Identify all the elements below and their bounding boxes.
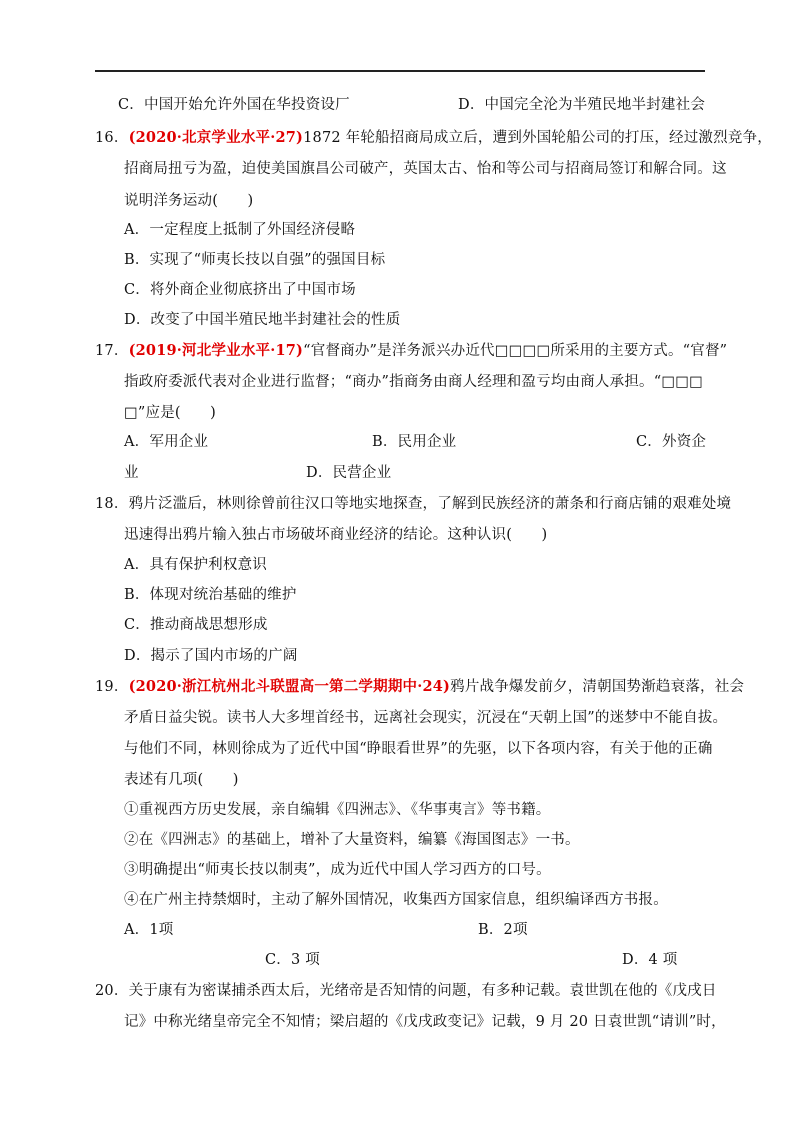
q16-stem-3: 说明洋务运动( ): [124, 193, 254, 209]
q19-item-3: ③明确提出“师夷长技以制夷”，成为近代中国人学习西方的口号。: [124, 862, 551, 878]
q19-line-1: [95, 677, 744, 697]
q20-number: 20．: [95, 983, 129, 999]
q18-number: 18．: [95, 496, 129, 512]
q19-option-b: B．2项: [478, 922, 528, 938]
q16-option-d: D．改变了中国半殖民地半封建社会的性质: [124, 312, 401, 328]
q17-number: 17．: [95, 343, 129, 359]
q19-stem-3: 与他们不同，林则徐成为了近代中国“睁眼看世界”的先驱，以下各项内容，有关于他的正确: [124, 741, 713, 757]
header-rule: [95, 70, 705, 72]
q16-number: 16．: [95, 130, 129, 146]
prev-option-c: C．中国开始允许外国在华投资设厂: [118, 97, 350, 113]
q19-number: 19．: [95, 679, 129, 695]
q18-option-d: D．揭示了国内市场的广阔: [124, 648, 298, 664]
q17-stem-3: □”应是( ): [124, 405, 217, 421]
q19-item-1: ①重视西方历史发展，亲自编辑《四洲志》、《华事夷言》等书籍。: [124, 802, 551, 818]
q17-stem-1: “官督商办”是洋务派兴办近代□□□□所采用的主要方式。“官督”: [303, 343, 728, 359]
q19-item-4: ④在广州主持禁烟时，主动了解外国情况，收集西方国家信息，组织编译西方书报。: [124, 892, 668, 908]
q17-option-c: C．外资企: [636, 434, 707, 450]
q19-stem-4: 表述有几项( ): [124, 772, 239, 788]
q19-stem-2: 矛盾日益尖锐。读书人大多埋首经书，远离社会现实，沉浸在“天朝上国”的迷梦中不能自拔。: [124, 710, 728, 726]
q16-source: (2020·北京学业水平·27): [128, 129, 304, 146]
q19-option-a: A．1项: [124, 922, 174, 938]
q17-option-a: A．军用企业: [124, 434, 209, 450]
prev-option-d: D．中国完全沦为半殖民地半封建社会: [458, 97, 706, 113]
q20-stem-1: 关于康有为密谋捕杀西太后，光绪帝是否知情的问题，有多种记载。袁世凯在他的《戊戌日: [128, 983, 717, 999]
q16-stem-2: 招商局扭亏为盈，迫使美国旗昌公司破产，英国太古、怡和等公司与招商局签订和解合同。这: [124, 161, 727, 177]
q19-source: (2020·浙江杭州北斗联盟高一第二学期期中·24): [128, 678, 451, 695]
q18-option-c: C．推动商战思想形成: [124, 617, 268, 633]
q18-line-1: [95, 494, 731, 514]
q16-stem-1: 1872 年轮船招商局成立后，遭到外国轮船公司的打压，经过激烈竞争，: [303, 130, 772, 146]
q18-stem-2: 迅速得出鸦片输入独占市场破坏商业经济的结论。这种认识( ): [124, 527, 548, 543]
q18-stem-1: 鸦片泛滥后，林则徐曾前往汉口等地实地探查，了解到民族经济的萧条和行商店铺的艰难处境: [128, 496, 732, 512]
q19-option-c: C．3 项: [265, 952, 320, 968]
q17-option-d: D．民营企业: [306, 465, 392, 481]
q20-line-1: [95, 981, 717, 1001]
q19-stem-1: 鸦片战争爆发前夕，清朝国势渐趋衰落，社会: [450, 679, 745, 695]
q19-option-d: D．4 项: [622, 952, 678, 968]
q17-option-c-cont: 业: [124, 465, 139, 481]
q20-stem-2: 记》中称光绪皇帝完全不知情；梁启超的《戊戌政变记》记载，9 月 20 日袁世凯“请训”时，: [124, 1014, 726, 1030]
q17-source: (2019·河北学业水平·17): [128, 342, 304, 359]
q19-item-2: ②在《四洲志》的基础上，增补了大量资料，编纂《海国图志》一书。: [124, 832, 580, 848]
q17-line-1: [95, 341, 727, 361]
q16-line-1: [95, 128, 772, 148]
q16-option-c: C．将外商企业彻底挤出了中国市场: [124, 282, 356, 298]
q18-option-a: A．具有保护利权意识: [124, 557, 267, 573]
q17-option-b: B．民用企业: [372, 434, 457, 450]
q18-option-b: B．体现对统治基础的维护: [124, 587, 297, 603]
q16-option-b: B．实现了“师夷长技以自强”的强国目标: [124, 252, 386, 268]
q16-option-a: A．一定程度上抵制了外国经济侵略: [124, 222, 356, 238]
q17-stem-2: 指政府委派代表对企业进行监督；“商办”指商务由商人经理和盈亏均由商人承担。“□□□: [124, 374, 704, 390]
